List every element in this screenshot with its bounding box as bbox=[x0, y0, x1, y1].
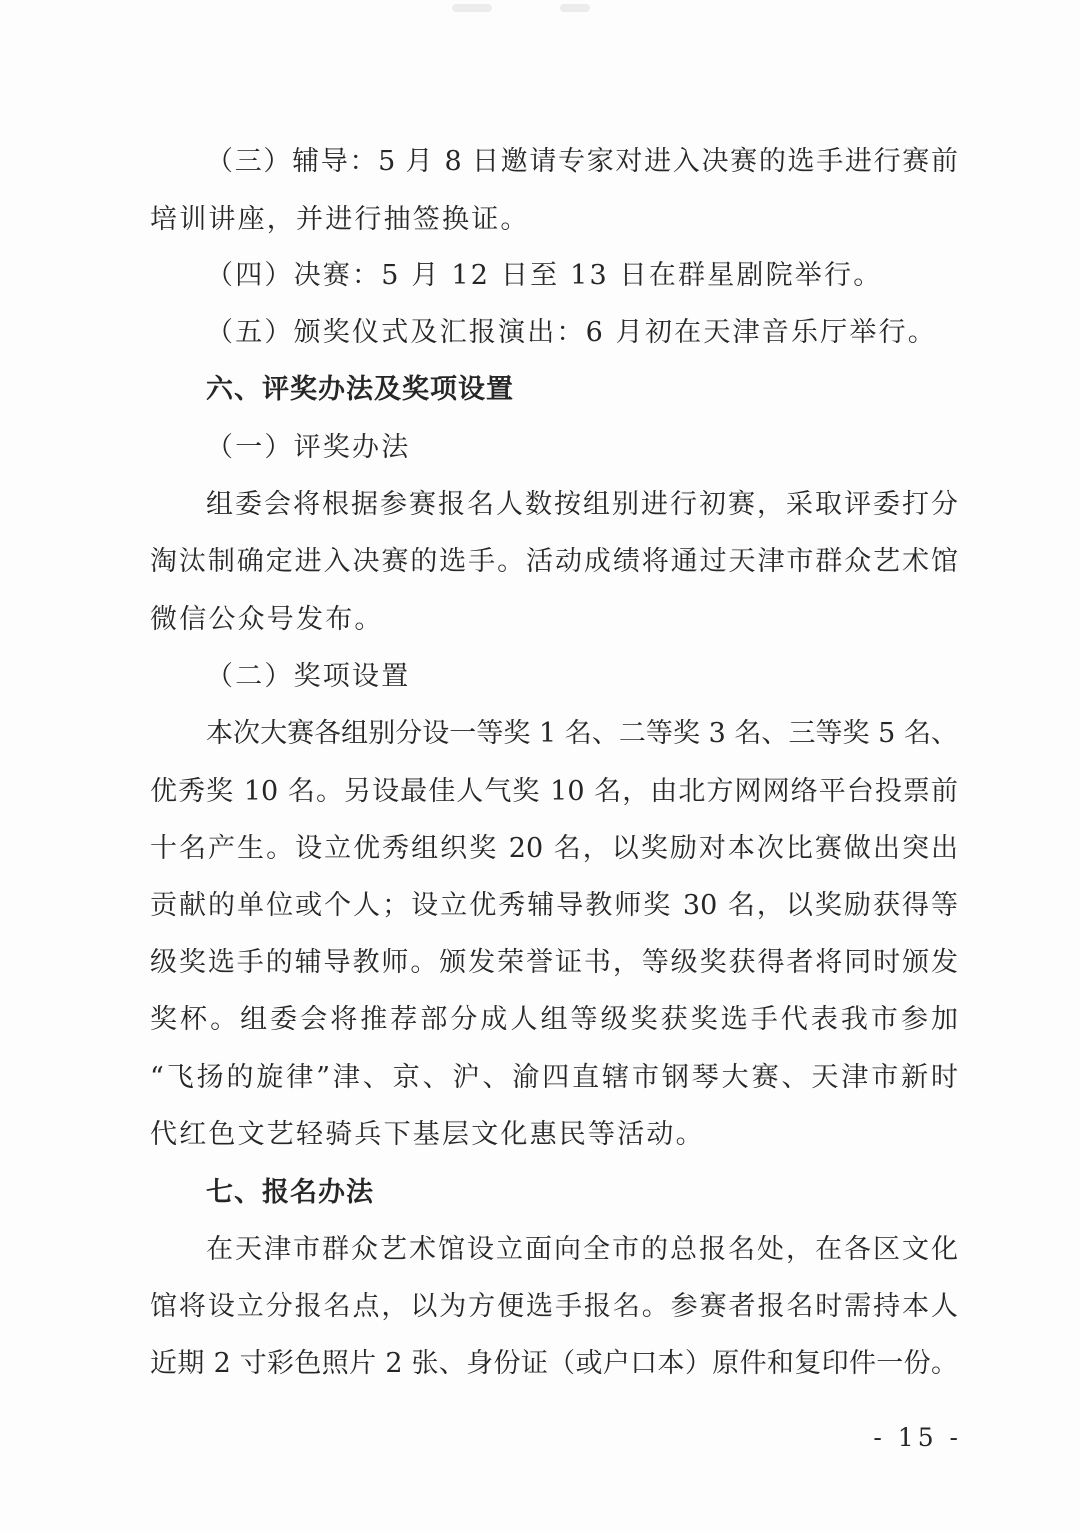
paragraph-line: （四）决赛：5 月 12 日至 13 日在群星剧院举行。 bbox=[206, 260, 883, 291]
top-edge-mark bbox=[560, 4, 590, 12]
paragraph-line: “飞扬的旋律”津、京、沪、渝四直辖市钢琴大赛、天津市新时 bbox=[150, 1062, 958, 1093]
paragraph-line: 组委会将根据参赛报名人数按组别进行初赛，采取评委打分 bbox=[206, 489, 958, 520]
section-heading: 七、报名办法 bbox=[206, 1177, 374, 1208]
paragraph-line: 级奖选手的辅导教师。颁发荣誉证书，等级奖获得者将同时颁发 bbox=[150, 947, 958, 978]
paragraph-line: 贡献的单位或个人；设立优秀辅导教师奖 30 名，以奖励获得等 bbox=[150, 890, 958, 921]
top-edge-mark bbox=[452, 4, 492, 12]
paragraph-line: 淘汰制确定进入决赛的选手。活动成绩将通过天津市群众艺术馆 bbox=[150, 546, 958, 577]
paragraph-line: 微信公众号发布。 bbox=[150, 604, 384, 635]
paragraph-line: 在天津市群众艺术馆设立面向全市的总报名处，在各区文化 bbox=[206, 1234, 958, 1265]
paragraph-line: 代红色文艺轻骑兵下基层文化惠民等活动。 bbox=[150, 1119, 705, 1150]
paragraph-line: 奖杯。组委会将推荐部分成人组等级奖获奖选手代表我市参加 bbox=[150, 1004, 958, 1035]
paragraph-line: 优秀奖 10 名。另设最佳人气奖 10 名，由北方网网络平台投票前 bbox=[150, 776, 958, 807]
subsection-heading: （二）奖项设置 bbox=[206, 661, 411, 692]
paragraph-line: 培训讲座，并进行抽签换证。 bbox=[150, 204, 530, 235]
paragraph-line: 近期 2 寸彩色照片 2 张、身份证（或户口本）原件和复印件一份。 bbox=[150, 1348, 958, 1379]
paragraph-line: 本次大赛各组别分设一等奖 1 名、二等奖 3 名、三等奖 5 名、 bbox=[206, 718, 958, 749]
paragraph-line: 十名产生。设立优秀组织奖 20 名，以奖励对本次比赛做出突出 bbox=[150, 833, 958, 864]
subsection-heading: （一）评奖办法 bbox=[206, 432, 411, 463]
page-number: - 15 - bbox=[873, 1423, 962, 1452]
paragraph-line: （五）颁奖仪式及汇报演出：6 月初在天津音乐厅举行。 bbox=[206, 317, 937, 348]
paragraph-line: （三）辅导：5 月 8 日邀请专家对进入决赛的选手进行赛前 bbox=[206, 146, 958, 177]
paragraph-line: 馆将设立分报名点，以为方便选手报名。参赛者报名时需持本人 bbox=[150, 1291, 958, 1322]
section-heading: 六、评奖办法及奖项设置 bbox=[206, 374, 514, 405]
